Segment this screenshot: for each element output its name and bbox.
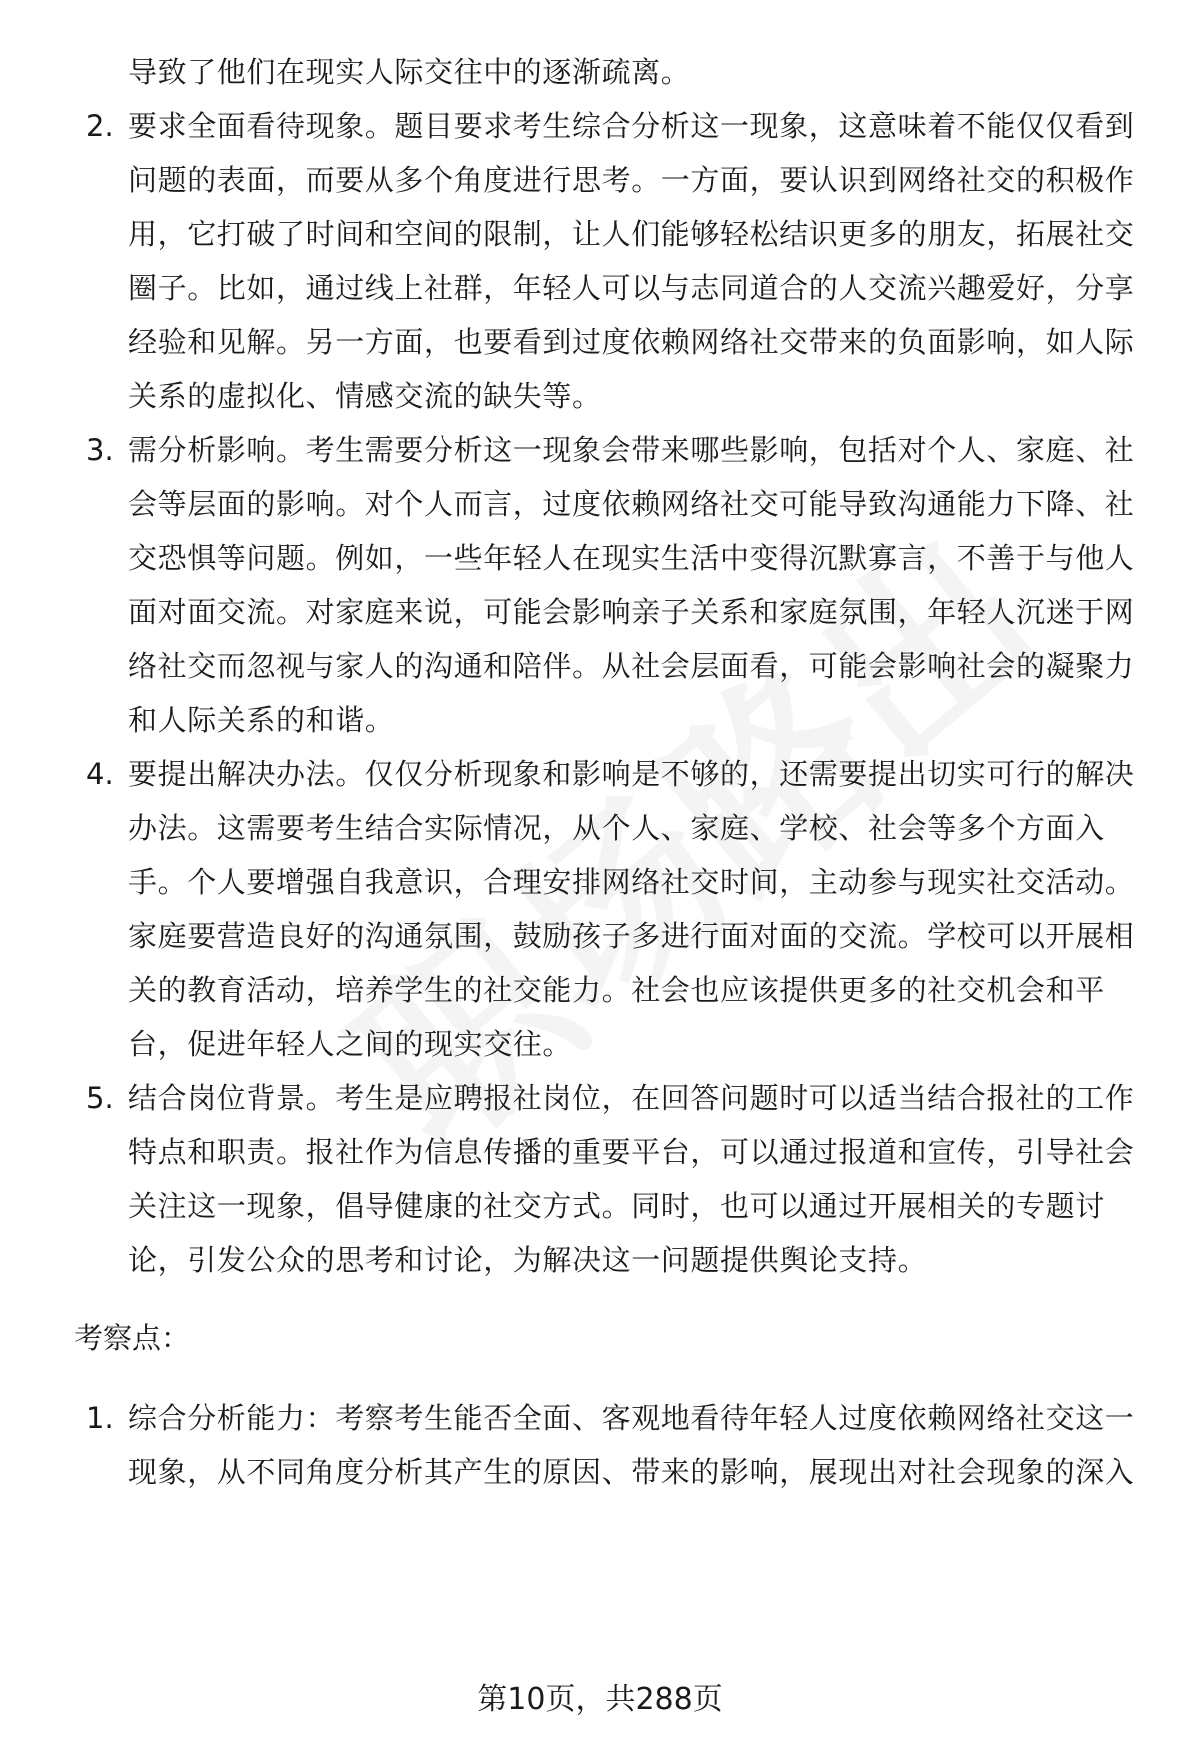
- paragraph-line: 要提出解决办法。仅仅分析现象和影响是不够的，还需要提出切实可行的解决: [128, 757, 1135, 791]
- list-number: 2.: [86, 109, 114, 143]
- paragraph-line: 论，引发公众的思考和讨论，为解决这一问题提供舆论支持。: [128, 1243, 928, 1277]
- list-number: 3.: [86, 433, 114, 467]
- list-number: 1.: [86, 1401, 114, 1435]
- paragraph-line: 关的教育活动，培养学生的社交能力。社会也应该提供更多的社交机会和平: [128, 973, 1105, 1007]
- paragraph-line: 要求全面看待现象。题目要求考生综合分析这一现象，这意味着不能仅仅看到: [128, 109, 1135, 143]
- paragraph-line: 手。个人要增强自我意识，合理安排网络社交时间，主动参与现实社交活动。: [128, 865, 1135, 899]
- list-number: 5.: [86, 1081, 114, 1115]
- paragraph-line: 圈子。比如，通过线上社群，年轻人可以与志同道合的人交流兴趣爱好，分享: [128, 271, 1135, 305]
- paragraph-line: 需分析影响。考生需要分析这一现象会带来哪些影响，包括对个人、家庭、社: [128, 433, 1135, 467]
- paragraph-line: 和人际关系的和谐。: [128, 703, 395, 737]
- page-footer: 第10页，共288页: [477, 1682, 723, 1717]
- paragraph-line: 关系的虚拟化、情感交流的缺失等。: [128, 379, 602, 413]
- paragraph-line: 问题的表面，而要从多个角度进行思考。一方面，要认识到网络社交的积极作: [128, 163, 1135, 197]
- paragraph-line: 台，促进年轻人之间的现实交往。: [128, 1027, 573, 1061]
- paragraph-line: 交恐惧等问题。例如，一些年轻人在现实生活中变得沉默寡言，不善于与他人: [128, 541, 1135, 575]
- paragraph-line: 络社交而忽视与家人的沟通和陪伴。从社会层面看，可能会影响社会的凝聚力: [128, 649, 1135, 683]
- paragraph-line: 用，它打破了时间和空间的限制，让人们能够轻松结识更多的朋友，拓展社交: [128, 217, 1135, 251]
- paragraph-line: 特点和职责。报社作为信息传播的重要平台，可以通过报道和宣传，引导社会: [128, 1135, 1135, 1169]
- paragraph-line: 办法。这需要考生结合实际情况，从个人、家庭、学校、社会等多个方面入: [128, 811, 1105, 845]
- paragraph-line: 经验和见解。另一方面，也要看到过度依赖网络社交带来的负面影响，如人际: [128, 325, 1135, 359]
- paragraph-line: 综合分析能力：考察考生能否全面、客观地看待年轻人过度依赖网络社交这一: [128, 1401, 1135, 1435]
- paragraph-line: 结合岗位背景。考生是应聘报社岗位，在回答问题时可以适当结合报社的工作: [128, 1081, 1135, 1115]
- paragraph-line: 导致了他们在现实人际交往中的逐渐疏离。: [128, 55, 691, 89]
- paragraph-line: 家庭要营造良好的沟通氛围，鼓励孩子多进行面对面的交流。学校可以开展相: [128, 919, 1135, 953]
- paragraph-line: 现象，从不同角度分析其产生的原因、带来的影响，展现出对社会现象的深入: [128, 1455, 1135, 1489]
- section-heading: 考察点：: [74, 1321, 191, 1355]
- paragraph-line: 会等层面的影响。对个人而言，过度依赖网络社交可能导致沟通能力下降、社: [128, 487, 1135, 521]
- paragraph-line: 面对面交流。对家庭来说，可能会影响亲子关系和家庭氛围，年轻人沉迷于网: [128, 595, 1135, 629]
- paragraph-line: 关注这一现象，倡导健康的社交方式。同时，也可以通过开展相关的专题讨: [128, 1189, 1105, 1223]
- list-number: 4.: [86, 757, 114, 791]
